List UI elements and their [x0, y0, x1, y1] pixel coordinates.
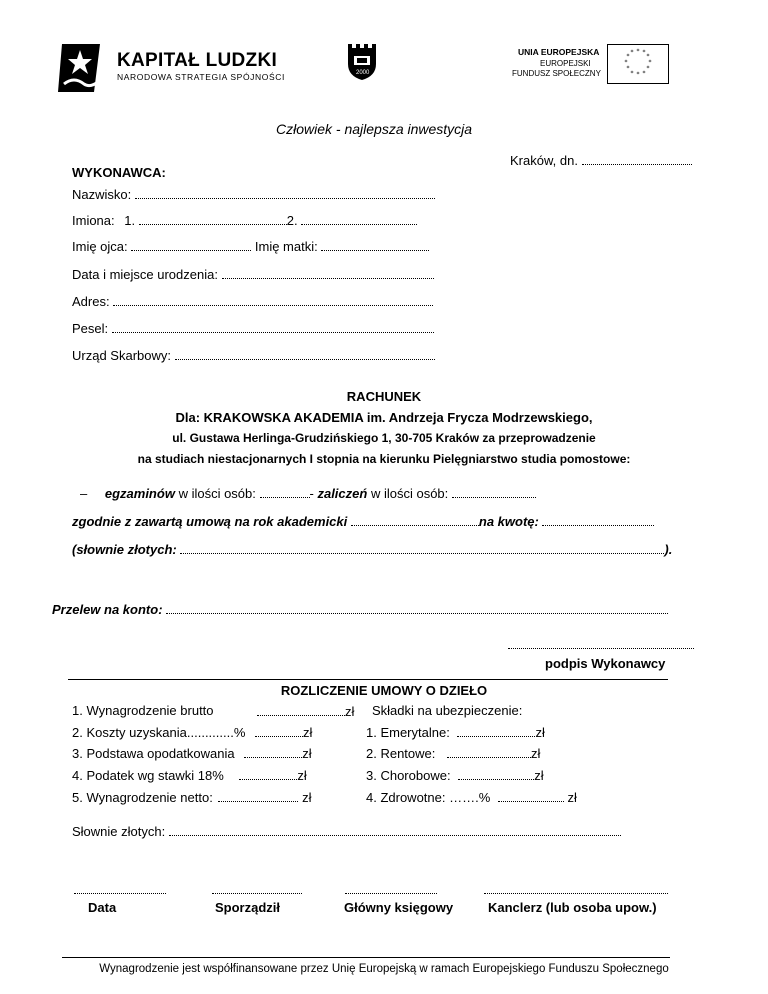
surname-field[interactable]	[135, 186, 435, 199]
costs-field[interactable]	[255, 724, 303, 737]
section-divider	[68, 679, 668, 680]
eu-line3: FUNDUSZ SPOŁECZNY	[512, 69, 601, 78]
pension-unit: zł	[535, 725, 545, 740]
settlement-left-1	[72, 703, 214, 718]
svg-text:*: *	[642, 70, 646, 77]
gross-pay-label: 1. Wynagrodzenie brutto	[72, 703, 214, 718]
tax-office-field[interactable]	[175, 347, 435, 360]
in-words-field[interactable]	[180, 541, 664, 554]
svg-text:*: *	[636, 48, 640, 55]
chancellor-field[interactable]	[484, 881, 668, 894]
sickness-label: 3. Chorobowe:	[366, 768, 451, 783]
prepared-by-field[interactable]	[212, 881, 302, 894]
costs-unit: zł	[303, 725, 313, 740]
net-pay-field[interactable]	[218, 789, 298, 802]
chancellor-label: Kanclerz (lub osoba upow.)	[488, 900, 657, 915]
pension-field[interactable]	[457, 724, 535, 737]
credits-count-field[interactable]	[452, 485, 536, 498]
name1-label: 1.	[124, 213, 136, 228]
father-name-field[interactable]	[131, 238, 251, 251]
footer-divider	[62, 957, 670, 958]
first-name-field[interactable]	[139, 212, 287, 225]
father-label: Imię ojca:	[72, 239, 128, 254]
logo-title: KAPITAŁ LUDZKI	[117, 50, 278, 71]
svg-text:*: *	[630, 49, 634, 56]
agreement-label: zgodnie z zawartą umową na rok akademicki	[72, 514, 348, 529]
credits-label: zaliczeń	[317, 486, 368, 501]
tax-base-unit: zł	[302, 746, 312, 761]
settlement-right-4	[366, 789, 577, 805]
place-date-label: Kraków, dn.	[510, 153, 578, 168]
svg-text:*: *	[646, 65, 650, 72]
svg-text:*: *	[636, 71, 640, 78]
svg-text:*: *	[642, 49, 646, 56]
gross-pay-value	[257, 703, 354, 719]
health-unit: zł	[567, 790, 577, 805]
surname-label: Nazwisko:	[72, 187, 132, 202]
parents-row	[72, 238, 429, 254]
names-label: Imiona:	[72, 213, 115, 228]
date-signature-line	[74, 881, 166, 894]
academic-year-field[interactable]	[351, 513, 479, 526]
birth-row	[72, 266, 434, 282]
contractor-signature-block	[508, 636, 694, 649]
agreement-row	[72, 513, 654, 529]
tax-field[interactable]	[239, 767, 297, 780]
address-row	[72, 293, 433, 309]
amount-field[interactable]	[542, 513, 654, 526]
chief-accountant-label: Główny księgowy	[344, 900, 454, 915]
sickness-field[interactable]	[458, 767, 534, 780]
exams-row	[80, 485, 536, 501]
chief-accountant-field[interactable]	[345, 881, 437, 894]
prepared-by-label: Sporządził	[215, 900, 281, 915]
tax-office-row	[72, 347, 435, 363]
net-pay-unit: zł	[302, 790, 312, 805]
settlement-right-3	[366, 767, 544, 783]
pesel-field[interactable]	[112, 320, 434, 333]
exams-count-field[interactable]	[260, 485, 310, 498]
pesel-row	[72, 320, 434, 336]
credits-count-label: w ilości osób:	[370, 486, 449, 501]
invoice-line1: Dla: KRAKOWSKA AKADEMIA im. Andrzeja Frycza Modrzewskiego,	[175, 410, 593, 425]
settlement-right-1	[366, 724, 545, 740]
svg-text:*: *	[626, 53, 630, 60]
prepared-by-line	[212, 881, 302, 894]
date-signature-field[interactable]	[74, 881, 166, 894]
svg-text:*: *	[630, 70, 634, 77]
invoice-line2: ul. Gustawa Herlinga-Grudzińskiego 1, 30-705 Kraków za przeprowadzenie	[172, 431, 596, 445]
invoice-title: RACHUNEK	[346, 389, 422, 404]
mother-name-field[interactable]	[321, 238, 429, 251]
disability-field[interactable]	[447, 745, 531, 758]
amount-label: na kwotę:	[478, 514, 539, 529]
contractor-heading: WYKONAWCA:	[72, 165, 166, 180]
svg-text:*: *	[624, 59, 628, 66]
transfer-row	[52, 601, 668, 617]
settlement-left-3	[72, 745, 312, 761]
tax-office-label: Urząd Skarbowy:	[72, 348, 171, 363]
pesel-label: Pesel:	[72, 321, 109, 336]
crest-icon	[346, 42, 378, 82]
eu-line1: UNIA EUROPEJSKA	[518, 47, 600, 57]
logo-subtitle: NARODOWA STRATEGIA SPÓJNOŚCI	[117, 72, 285, 82]
pension-label: 1. Emerytalne:	[366, 725, 450, 740]
second-name-field[interactable]	[301, 212, 417, 225]
address-field[interactable]	[113, 293, 433, 306]
kapital-ludzki-emblem	[54, 40, 108, 96]
settlement-words-label: Słownie złotych:	[72, 824, 166, 839]
costs-label: 2. Koszty uzyskania.............%	[72, 725, 246, 740]
settlement-left-5	[72, 789, 311, 805]
birth-field[interactable]	[222, 266, 434, 279]
settlement-left-2	[72, 724, 312, 740]
svg-text:*: *	[626, 65, 630, 72]
settlement-left-4	[72, 767, 307, 783]
date-signature-label: Data	[88, 900, 117, 915]
transfer-label: Przelew na konto:	[52, 602, 163, 617]
disability-unit: zł	[531, 746, 541, 761]
sickness-unit: zł	[534, 768, 544, 783]
tax-base-label: 3. Podstawa opodatkowania	[72, 746, 235, 761]
contractor-signature-field[interactable]	[508, 636, 694, 649]
chancellor-line	[484, 881, 668, 894]
tax-label: 4. Podatek wg stawki 18%	[72, 768, 224, 783]
health-field[interactable]	[498, 789, 564, 802]
disability-label: 2. Rentowe:	[366, 746, 436, 761]
motto: Człowiek - najlepsza inwestycja	[276, 121, 473, 137]
invoice-line3: na studiach niestacjonarnych I stopnia na kierunku Pielęgniarstwo studia pomostowe:	[137, 452, 631, 466]
eu-flag-icon	[607, 44, 669, 84]
health-label: 4. Zdrowotne: …….%	[366, 790, 491, 805]
exams-label: egzaminów	[104, 486, 175, 501]
svg-text:*: *	[646, 53, 650, 60]
footer-note: Wynagrodzenie jest współfinansowane przez Unię Europejską w ramach Europejskiego Funduszu Społecznego	[99, 963, 669, 975]
dash-bullet: –	[80, 486, 88, 501]
mother-label: Imię matki:	[254, 239, 318, 254]
tax-unit: zł	[297, 768, 307, 783]
settlement-words-field[interactable]	[169, 823, 621, 836]
contractor-signature-label: podpis Wykonawcy	[545, 656, 666, 671]
settlement-words-row	[72, 823, 621, 839]
settlement-title: ROZLICZENIE UMOWY O DZIEŁO	[280, 683, 488, 698]
address-label: Adres:	[72, 294, 110, 309]
names-row	[72, 212, 417, 228]
date-field[interactable]	[582, 152, 692, 165]
place-date	[510, 152, 692, 168]
crest-year: 2000	[356, 70, 370, 76]
insurance-heading: Składki na ubezpieczenie:	[372, 703, 523, 718]
birth-label: Data i miejsce urodzenia:	[72, 267, 218, 282]
account-number-field[interactable]	[166, 601, 668, 614]
gross-pay-unit: zł	[345, 704, 355, 719]
settlement-right-2	[366, 745, 540, 761]
in-words-row	[72, 541, 672, 557]
svg-text:*: *	[648, 59, 652, 66]
close-paren: ).	[664, 542, 673, 557]
tax-base-field[interactable]	[244, 745, 302, 758]
chief-accountant-line	[345, 881, 437, 894]
net-pay-label: 5. Wynagrodzenie netto:	[72, 790, 213, 805]
exams-count-label: w ilości osób:	[178, 486, 256, 501]
separator: -	[309, 486, 314, 501]
in-words-label: (słownie złotych:	[72, 542, 177, 557]
gross-pay-field[interactable]	[257, 703, 345, 716]
name2-label: 2.	[286, 213, 298, 228]
surname-row	[72, 186, 435, 202]
eu-line2: EUROPEJSKI	[540, 59, 591, 68]
